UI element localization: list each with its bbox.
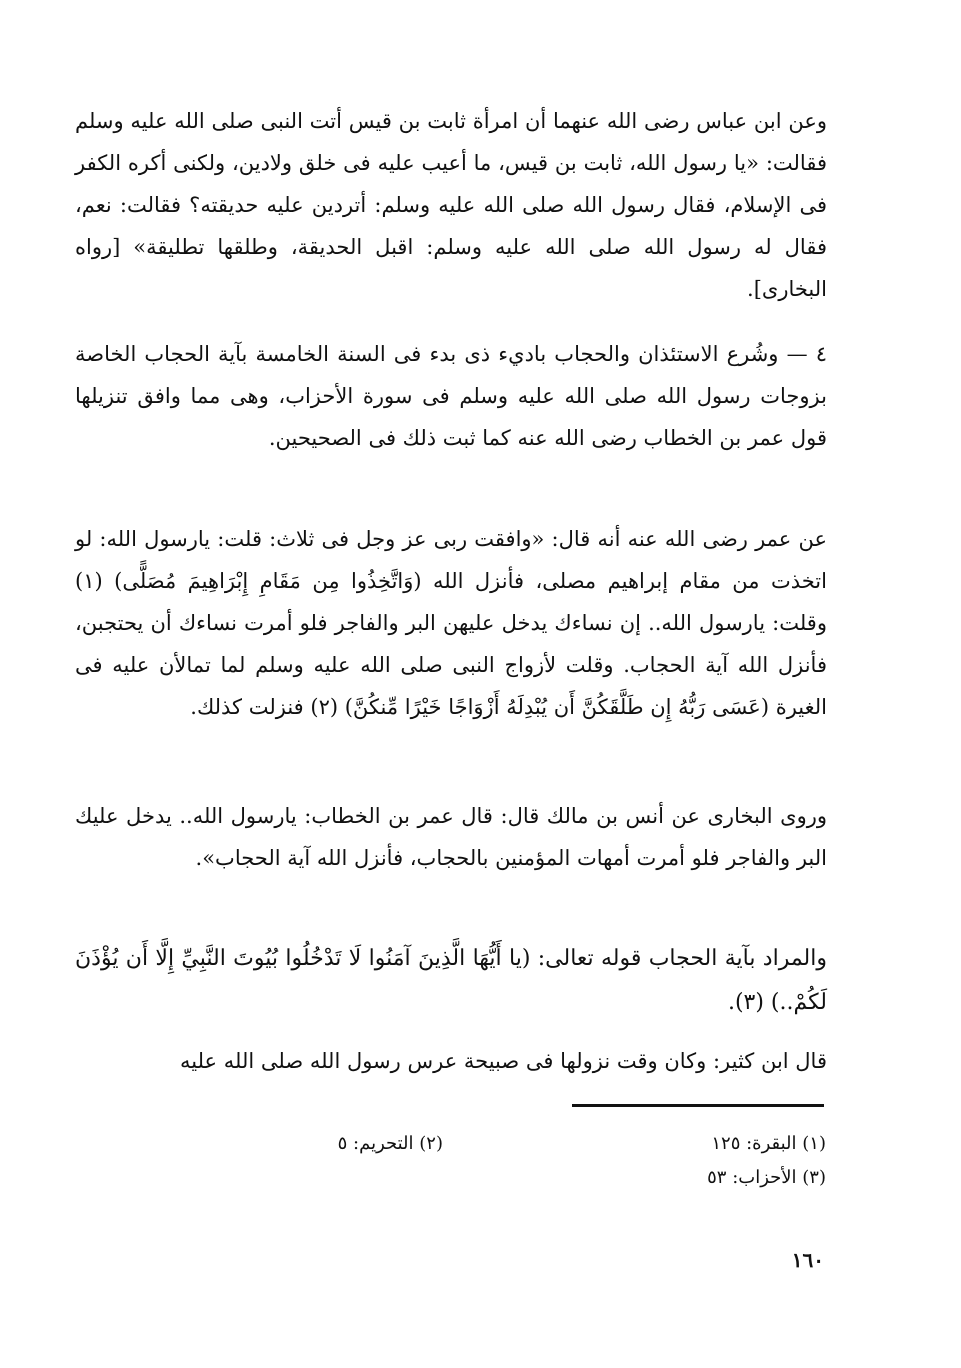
paragraph-bukhari-anas [75, 795, 827, 879]
paragraph-text: عن عمر رضى الله عنه أنه قال: «وافقت ربى عز وجل فى ثلاث: قلت: يارسول الله: لو اتخذت من مقام إبراهيم مصلى، فأنزل الله (وَاتَّخِذُوا مِن مَقَامِ إِبْرَاهِيمَ مُصَلًّى) (١) وقلت: يارسول الله.. إن نساءك يدخل عليهن البر والفاجر فلو أمرت نساءك أن يحتجبن، فأنزل الله آية الحجاب. وقلت لأزواج النبى صلى الله عليه وسلم لما تمالأن عليه فى الغيرة (عَسَى رَبُّهُ إِن طَلَّقَكُنَّ أَن يُبْدِلَهُ أَزْوَاجًا خَيْرًا مِّنكُنَّ) (٢) فنزلت كذلك. [75, 527, 827, 719]
paragraph-text: ٤ — وشُرع الاستئذان والحجاب باديء ذى بدء فى السنة الخامسة بآية الحجاب الخاصة بزوجات رسول الله صلى الله عليه وسلم فى سورة الأحزاب، وهى مما وافق تنزيلها قول عمر بن الخطاب رضى الله عنه كما ثبت ذلك فى الصحيحين. [75, 342, 827, 450]
paragraph-text: وعن ابن عباس رضى الله عنهما أن امرأة ثابت بن قيس أتت النبى صلى الله عليه وسلم فقالت: «يا رسول الله، ثابت بن قيس، ما أعيب عليه فى خلق ولادين، ولكنى أكره الكفر فى الإسلام، فقال رسول الله صلى الله عليه وسلم: أتردين عليه حديقته؟ فقالت: نعم، فقال له رسول الله صلى الله عليه وسلم: اقبل الحديقة، وطلقها تطليقة» [رواه البخارى]. [75, 109, 827, 301]
paragraph-text: قال ابن كثير: وكان وقت نزولها فى صبيحة عرس رسول الله صلى الله عليه [180, 1049, 827, 1073]
footnote-1: (١) البقرة: ١٢٥ [711, 1133, 826, 1154]
paragraph-ibn-abbas-hadith [75, 100, 827, 310]
paragraph-ibn-kathir [75, 1040, 827, 1082]
paragraph-hijab-verse [75, 937, 827, 1025]
paragraph-text: والمراد بآية الحجاب قوله تعالى: (يا أَيُّهَا الَّذِينَ آمَنُوا لَا تَدْخُلُوا بُيُوتَ النَّبِيِّ إِلَّا أَن يُؤْذَنَ لَكُمْ..) (٣). [75, 946, 827, 1015]
paragraph-hijab-legislation [75, 333, 827, 459]
footnote-separator [572, 1104, 824, 1107]
page-number: ١٦٠ [791, 1248, 824, 1272]
footnote-2: (٢) التحريم: ٥ [337, 1133, 443, 1154]
footnote-3: (٣) الأحزاب: ٥٣ [707, 1167, 826, 1188]
paragraph-umar-agreements [75, 518, 827, 728]
paragraph-text: وروى البخارى عن أنس بن مالك قال: قال عمر بن الخطاب: يارسول الله.. يدخل عليك البر والفاجر فلو أمرت أمهات المؤمنين بالحجاب، فأنزل الله آية الحجاب». [75, 804, 828, 870]
